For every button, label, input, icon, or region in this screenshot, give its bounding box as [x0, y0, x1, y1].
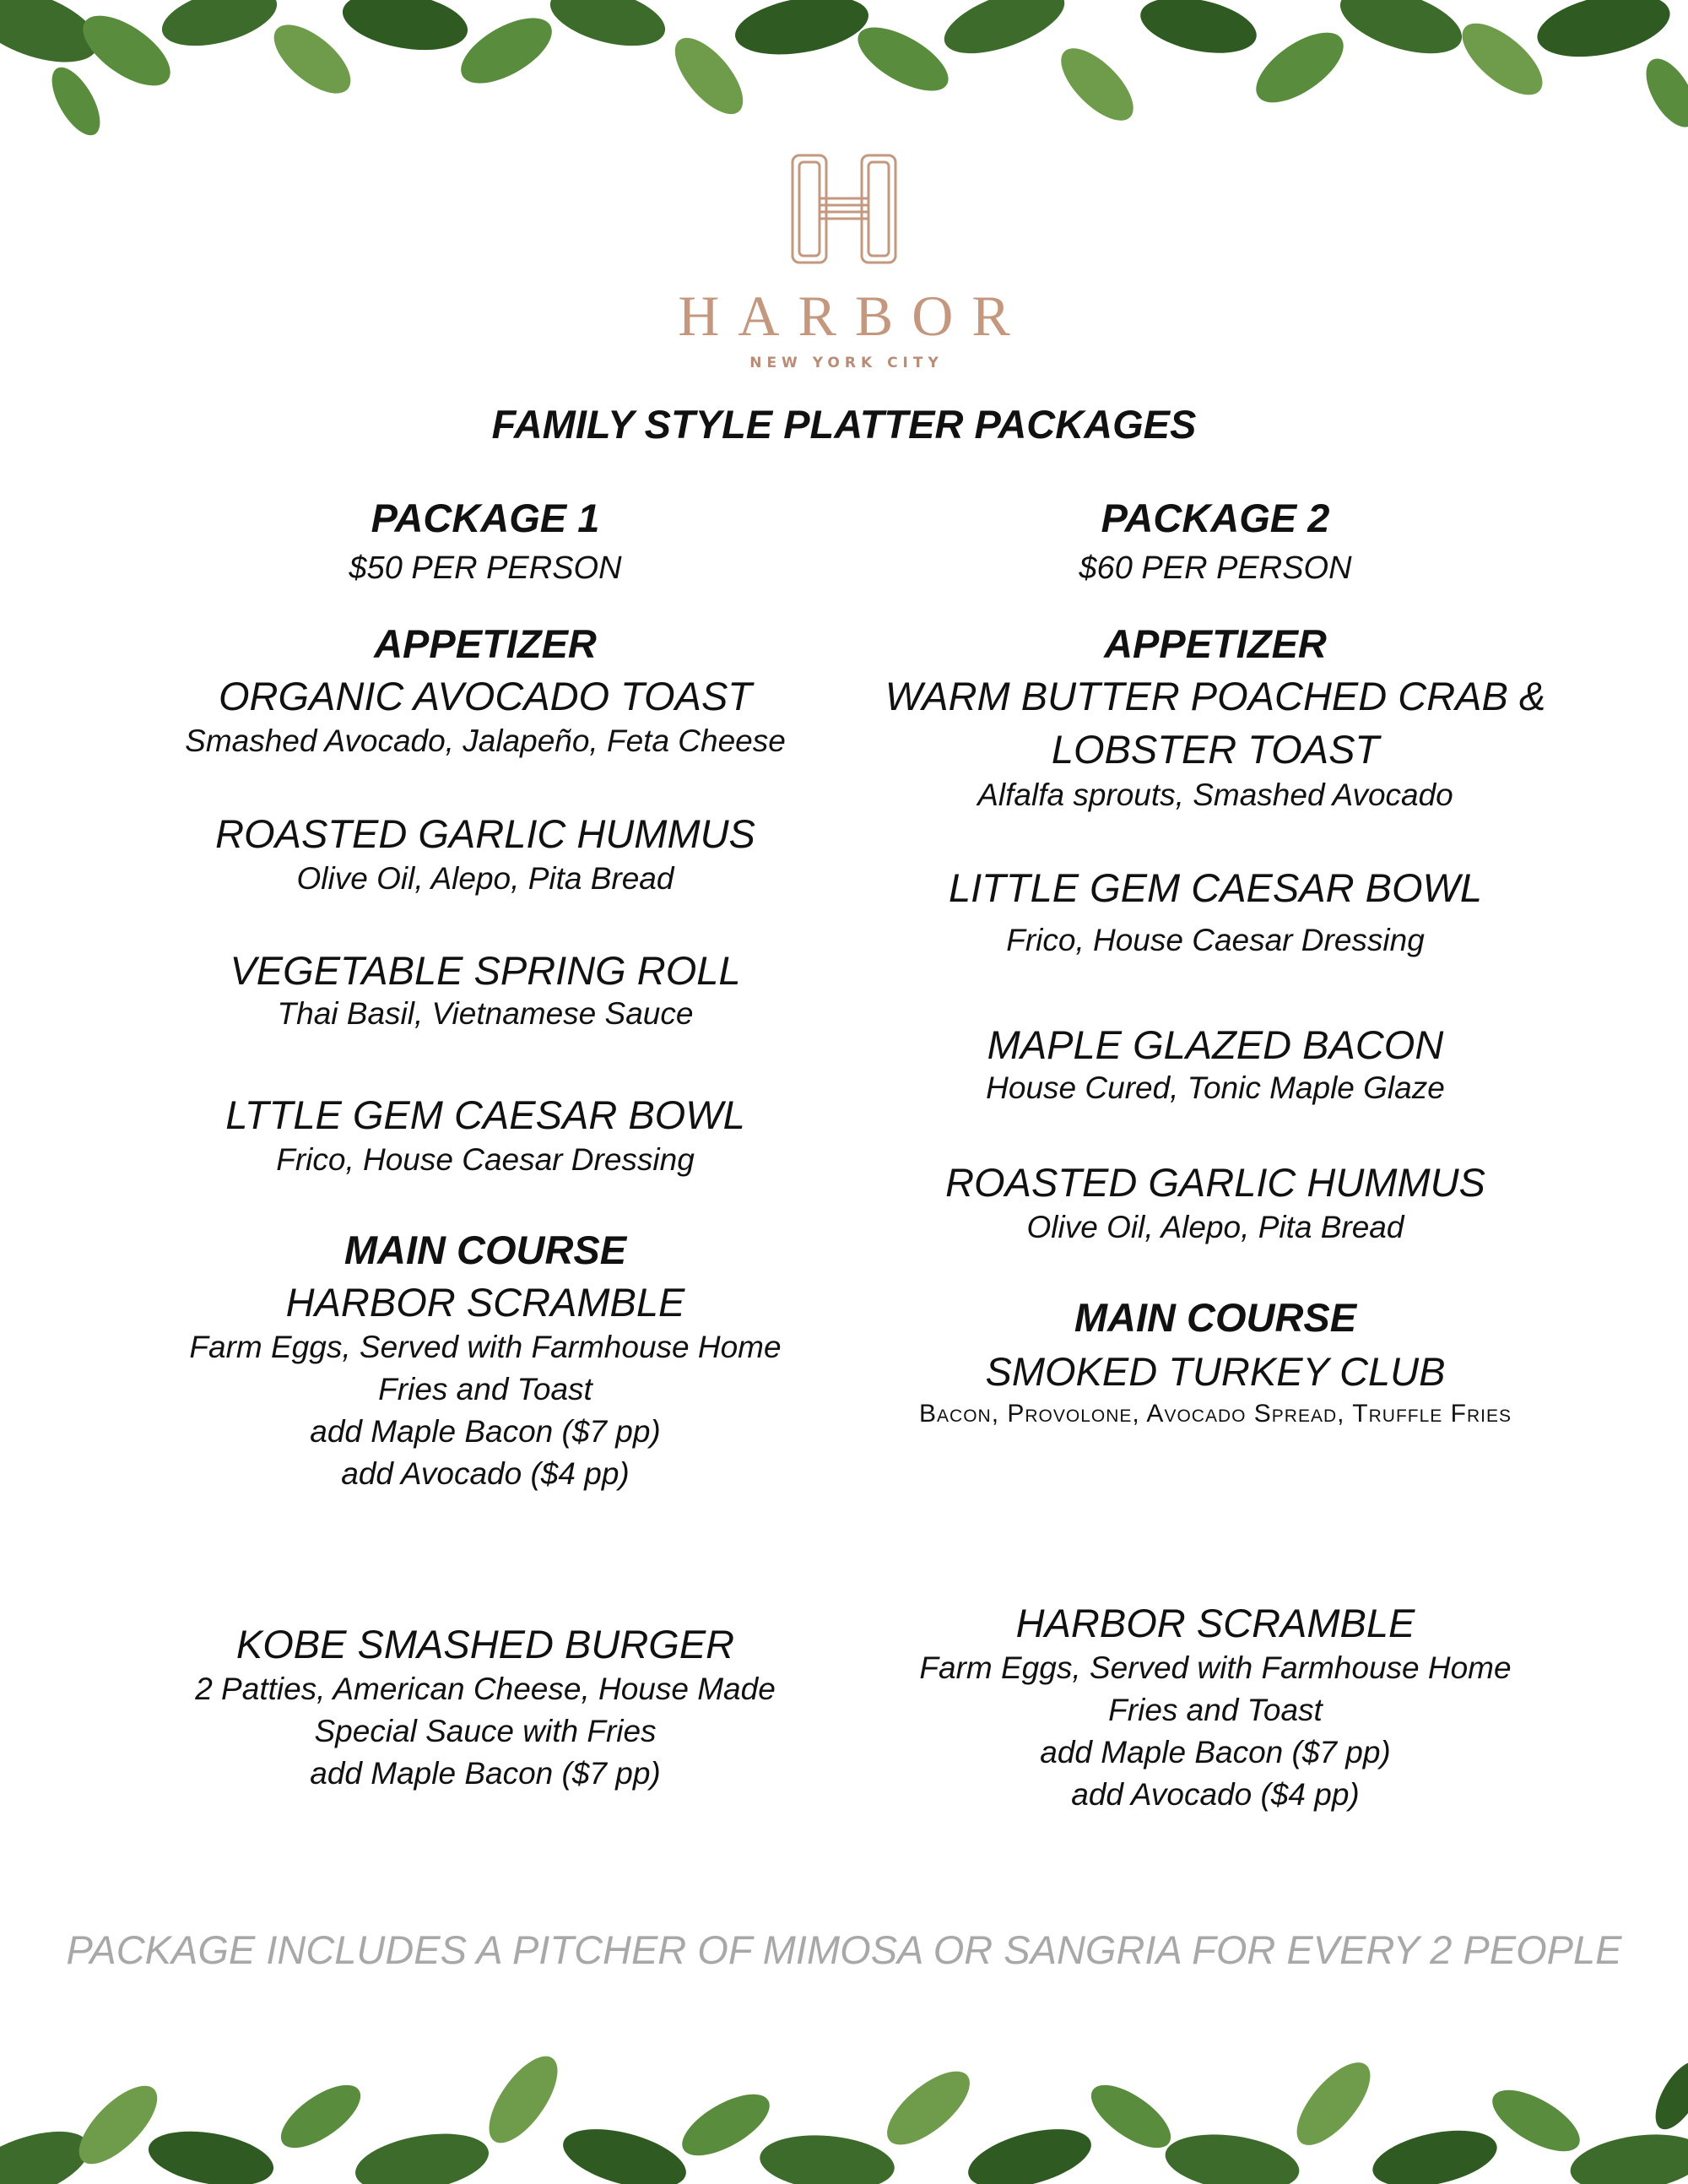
menu-item-name: LOBSTER TOAST [1051, 727, 1380, 772]
menu-item-description: Farm Eggs, Served with Farmhouse Home [189, 1330, 782, 1364]
menu-item-name: ROASTED GARLIC HUMMUS [945, 1160, 1485, 1205]
menu-item-name: HARBOR SCRAMBLE [285, 1280, 685, 1325]
brand-logo [0, 152, 1688, 371]
menu-item-addon: add Maple Bacon ($7 pp) [1040, 1735, 1391, 1769]
package-footer-note: PACKAGE INCLUDES A PITCHER OF MIMOSA OR SANGRIA FOR EVERY 2 PEOPLE [66, 1927, 1622, 1972]
leaf-garland-bottom [0, 2015, 1688, 2184]
menu-item-name: LTTLE GEM CAESAR BOWL [225, 1092, 745, 1137]
menu-item-description: House Cured, Tonic Maple Glaze [986, 1070, 1445, 1105]
package-1-price: $50 PER PERSON [349, 550, 622, 586]
menu-item-name: HARBOR SCRAMBLE [1015, 1601, 1415, 1645]
menu-item-addon: add Avocado ($4 pp) [1071, 1777, 1360, 1812]
package-2-appetizer-heading: APPETIZER [1104, 621, 1327, 666]
leaf-garland-top [0, 0, 1688, 152]
menu-item-addon: add Maple Bacon ($7 pp) [310, 1756, 661, 1791]
package-2-price: $60 PER PERSON [1079, 550, 1352, 586]
menu-item-description: Thai Basil, Vietnamese Sauce [277, 996, 694, 1031]
menu-item-description: Frico, House Caesar Dressing [276, 1142, 695, 1177]
menu-item-name: WARM BUTTER POACHED CRAB & [885, 674, 1546, 718]
menu-item-addon: add Avocado ($4 pp) [341, 1456, 630, 1491]
package-1-appetizer-heading: APPETIZER [374, 621, 597, 666]
menu-item-description: Farm Eggs, Served with Farmhouse Home [919, 1650, 1512, 1685]
brand-location: NEW YORK CITY [749, 355, 944, 371]
brand-wordmark: HARBOR [678, 284, 1029, 348]
page-title: FAMILY STYLE PLATTER PACKAGES [491, 402, 1197, 447]
package-2-name: PACKAGE 2 [1101, 496, 1330, 540]
menu-item-name: VEGETABLE SPRING ROLL [230, 948, 741, 993]
menu-item-description: Olive Oil, Alepo, Pita Bread [296, 861, 674, 896]
menu-item-name: LITTLE GEM CAESAR BOWL [948, 865, 1483, 910]
package-1-name: PACKAGE 1 [371, 496, 600, 540]
menu-item-description: Fries and Toast [378, 1372, 592, 1406]
package-2-main-heading: MAIN COURSE [1074, 1295, 1357, 1340]
menu-item-description: Smashed Avocado, Jalapeño, Feta Cheese [185, 723, 786, 758]
menu-item-name: SMOKED TURKEY CLUB [985, 1349, 1446, 1394]
menu-item-description: 2 Patties, American Cheese, House Made [195, 1672, 776, 1706]
menu-item-description: Olive Oil, Alepo, Pita Bread [1026, 1210, 1404, 1244]
menu-item-addon: add Maple Bacon ($7 pp) [310, 1414, 661, 1449]
menu-item-description: Special Sauce with Fries [314, 1714, 657, 1748]
menu-item-name: KOBE SMASHED BURGER [235, 1622, 735, 1666]
menu-item-description: Fries and Toast [1108, 1693, 1323, 1727]
menu-item-name: ROASTED GARLIC HUMMUS [215, 811, 755, 856]
menu-item-description: Frico, House Caesar Dressing [1006, 923, 1425, 957]
package-1-main-heading: MAIN COURSE [344, 1227, 627, 1272]
menu-item-name: MAPLE GLAZED BACON [987, 1022, 1444, 1067]
menu-item-description: Alfalfa sprouts, Smashed Avocado [977, 778, 1453, 812]
menu-item-description: Bacon, Provolone, Avocado Spread, Truffle Fries [919, 1400, 1512, 1428]
harbor-h-monogram-icon [789, 152, 899, 266]
menu-item-name: ORGANIC AVOCADO TOAST [219, 674, 752, 718]
